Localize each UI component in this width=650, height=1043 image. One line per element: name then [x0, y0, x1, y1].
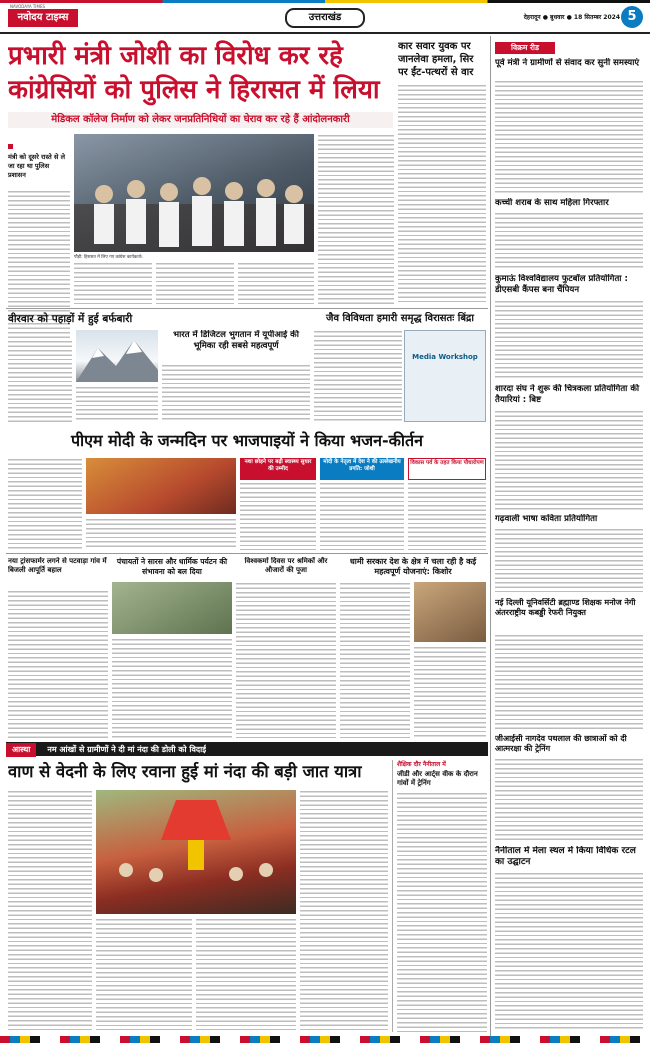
bottom-body-4	[300, 790, 388, 1030]
row3-photo	[112, 582, 232, 634]
row3-photo-2	[414, 582, 486, 642]
media-workshop-label: Media Workshop	[412, 353, 478, 361]
box2-body	[320, 482, 404, 550]
bottom-headline: वाण से वेदनी के लिए रवाना हुई मां नंदा की बड़ी जात यात्रा	[8, 762, 362, 781]
row3-body-4	[340, 582, 410, 738]
lead-body-col5	[318, 134, 394, 304]
row3-body-2	[112, 638, 232, 738]
right-body-4	[495, 410, 643, 510]
right-body-5	[495, 528, 643, 594]
box2-headline: मोदी के नेतृत्व में देश ने की उल्लेखनीय प्रगति: जोशी	[320, 458, 404, 480]
divider	[6, 553, 488, 554]
right-body-3	[495, 300, 643, 380]
divider	[6, 308, 488, 309]
right-body-8	[495, 872, 643, 1030]
bottom-kicker-text: नम आंखों से ग्रामीणों ने दी मां नंदा की डोली को विदाई	[47, 745, 207, 754]
snow-body-2	[76, 386, 158, 422]
bottom-body-3	[196, 918, 296, 1030]
digital-body	[162, 364, 310, 422]
right-body-6	[495, 634, 643, 730]
row3-body-5	[414, 646, 486, 738]
right-headline-3: कुमाऊं विश्वविद्यालय फुटबॉल प्रतियोगिता : डीएसबी कैंपस बना चैंपियन	[495, 274, 628, 295]
modi-headline: पीएम मोदी के जन्मदिन पर भाजपाइयों ने किया भजन-कीर्तन	[70, 431, 424, 450]
box3-body	[408, 482, 486, 550]
snow-body	[8, 340, 72, 422]
color-registration-bar	[0, 0, 650, 3]
right-headline-5: गढ़वाली भाषा कविता प्रतियोगिता	[495, 514, 598, 524]
box1-body	[240, 482, 316, 550]
brand-logo: नवोदय टाइम्स	[8, 9, 78, 27]
snow-headline: वीरवार को पहाड़ों में हुई बर्फबारी	[8, 313, 133, 325]
lead-kicker: मंत्री को दूसरे रास्ते से ले जा रहा था पुलिस प्रशासन	[8, 153, 66, 179]
row3-headline-4: धामी सरकार देश के क्षेत्र में चला रही है कई महत्वपूर्ण योजनाएं: किशोर	[349, 557, 477, 576]
modi-photo	[86, 458, 236, 514]
row3-headline-1: नया ट्रांसफार्मर लगने से पटवाड़ा गांव में बिजली आपूर्ति बहाल	[8, 557, 107, 574]
lead-headline-2: कांग्रेसियों को पुलिस ने हिरासत में लिया	[8, 75, 380, 105]
right-body-2	[495, 212, 643, 270]
lead-body-col4	[238, 262, 314, 304]
footer-registration	[0, 1036, 650, 1043]
procession-illustration	[96, 790, 296, 914]
lead-body-col2	[74, 262, 152, 304]
right-headline-8: नैनीताल में मेला स्थल में किया विधिक रटल का उद्घाटन	[495, 846, 636, 867]
bottom-kicker-band	[6, 742, 488, 756]
bottom-side-headline: जीडी और आर्ट्स वीक के दौरान गांवों में ट्रेनिंग	[397, 770, 478, 787]
bottom-body-1	[8, 790, 92, 1030]
box3-headline: विकास पर्व के तहत किया पौधारोपण	[408, 458, 486, 480]
kicker-bullet-icon	[8, 144, 13, 149]
row3-body-3	[236, 582, 336, 738]
page-number: 5	[621, 6, 643, 28]
bottom-side-kicker-a: शैक्षिक दौर	[397, 761, 423, 768]
side-top-headline: कार सवार युवक पर जानलेवा हमला, सिर पर ईंट-पत्थरों से वार	[398, 41, 474, 78]
row3-headline-2: पंचायतों ने सारस और धार्मिक पर्यटन की संभावना को बल दिया	[116, 557, 228, 576]
lead-body-col3	[156, 262, 234, 304]
right-headline-4: शारदा संघ ने शुरू की चित्रकला प्रतियोगिता की तैयारियां : बिष्ट	[495, 384, 640, 405]
lead-photo	[74, 134, 314, 252]
lead-headline-1: प्रभारी मंत्री जोशी का विरोध कर रहे	[8, 41, 343, 71]
right-headline-1: पूर्व मंत्री ने ग्रामीणों से संवाद कर सुनी समस्याएं	[495, 58, 640, 68]
bottom-body-2	[96, 918, 192, 1030]
lead-kicker-box	[8, 134, 68, 186]
masthead	[0, 0, 650, 34]
right-body-7	[495, 758, 643, 842]
crowd-illustration	[74, 134, 314, 252]
bottom-kicker: आस्था	[6, 743, 36, 757]
modi-body-1	[8, 458, 82, 550]
digital-headline: भारत में डिजिटल भुगतान में यूपीआई की भूमिका रही सबसे महत्वपूर्ण	[173, 330, 299, 351]
lead-strap: मेडिकल कॉलेज निर्माण को लेकर जनप्रतिनिधियों का घेराव कर रहे हैं आंदोलनकारी	[8, 112, 393, 128]
mountain-illustration	[76, 330, 158, 382]
bottom-side-kicker-b: नैनीताल में	[422, 761, 446, 768]
box1-headline: नशा छोड़ने पर बढ़ी स्वास्थ्य सुधार की उम्मीद	[240, 458, 316, 480]
vichar-tag: विक्रम रीड	[495, 42, 555, 54]
row3-headline-3: विश्वकर्मा दिवस पर श्रमिकों और औजारों की पूजा	[244, 557, 328, 574]
right-body-1	[495, 80, 643, 194]
bio-headline: जैव विविधता हमारी समृद्ध विरासतः बिंद्रा	[326, 313, 474, 324]
bio-body	[314, 330, 402, 422]
bottom-side	[392, 760, 488, 1032]
lead-photo-caption: पौड़ी: हिरासत में लिए गए कांग्रेस कार्यकर्ता।	[74, 255, 143, 260]
bottom-photo	[96, 790, 296, 914]
section-label: उत्तराखंड	[285, 8, 365, 28]
modi-body-2	[86, 518, 236, 550]
side-top-body	[398, 84, 486, 304]
right-headline-7: जीआईसी नागदेव पथलाल की छात्राओं को दी आत्मरक्षा की ट्रेनिंग	[495, 734, 627, 753]
snow-photo	[76, 330, 158, 382]
right-headline-6: नई दिल्ली यूनिवर्सिटी ब्रह्माण्ड शिक्षक मनोज नेगी अंतरराष्ट्रीय कबड्डी रेफरी नियुक्त	[495, 598, 636, 617]
bottom-side-kicker	[397, 760, 488, 768]
bottom-side-body	[397, 792, 487, 1032]
media-photo	[404, 330, 486, 422]
brand-small: NAVODAYA TIMES	[10, 4, 46, 9]
right-headline-2: कच्ची शराब के साथ महिला गिरफ्तार	[495, 198, 609, 208]
dateline: देहरादून ● बुधवार ● 18 सितम्बर 2024	[523, 14, 620, 21]
row3-body-1	[8, 590, 108, 738]
